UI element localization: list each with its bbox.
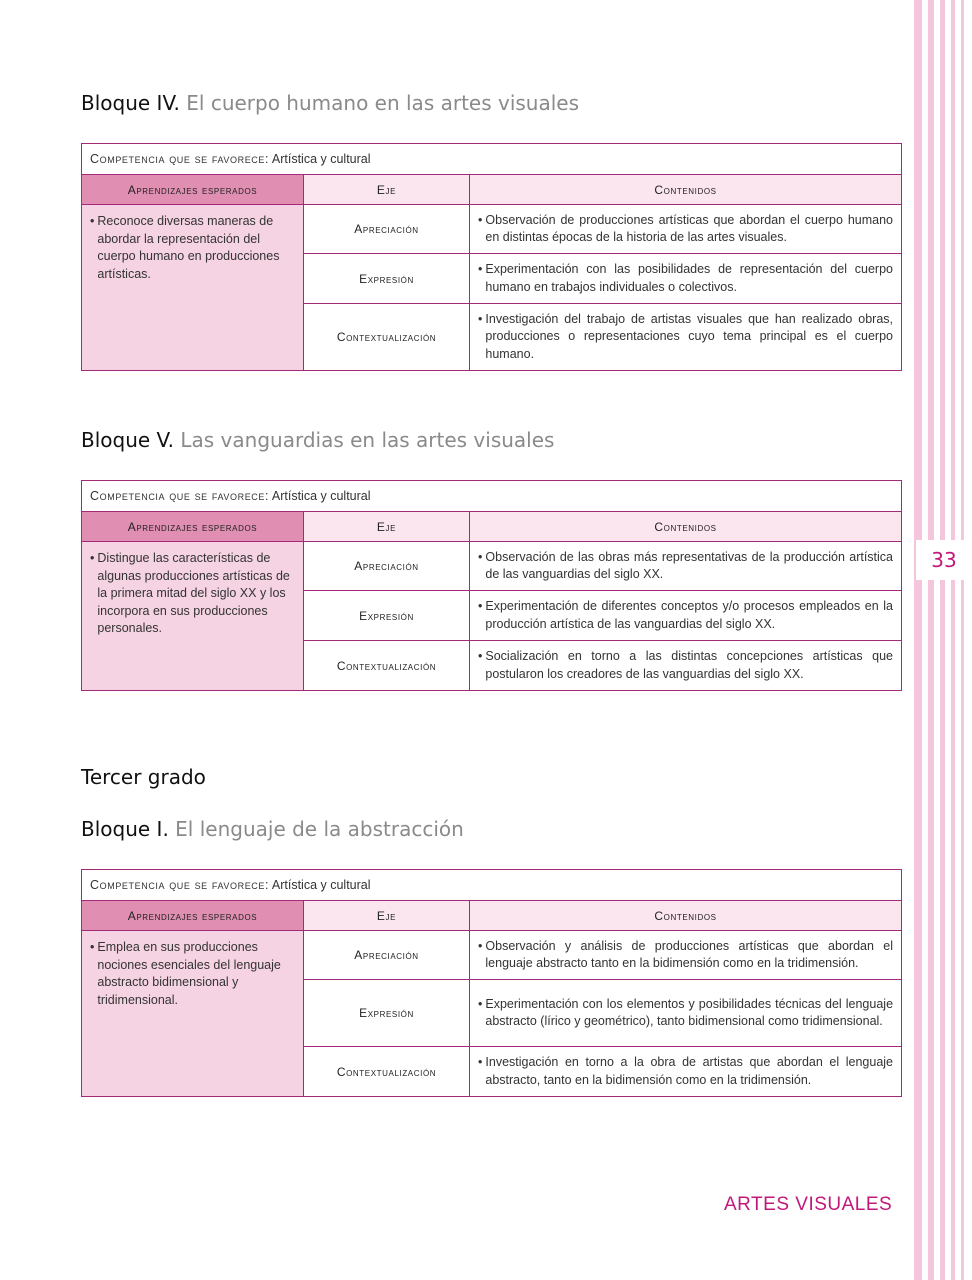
- header-contents: Contenidos: [470, 175, 902, 205]
- content-text: Observación y análisis de producciones artísticas que abordan el lenguaje abstracto tanto en la bidimensión como en la tridimensión.: [485, 938, 894, 970]
- axis-cell: Contextualización: [304, 304, 470, 371]
- block-title-sub: El lenguaje de la abstracción: [175, 817, 464, 841]
- block-title: [81, 428, 554, 452]
- content-text: Observación de producciones artísticas que abordan el cuerpo humano en distintas épocas de la historia de las artes visuales.: [485, 212, 894, 244]
- content-text: Experimentación con los elementos y posibilidades técnicas del lenguaje abstracto (lírico y geométrico), tanto bidimensional como tridimensional.: [485, 996, 894, 1028]
- content-text: Investigación del trabajo de artistas visuales que han realizado obras, producciones o representaciones cuyo tema principal es el cuerpo humano.: [485, 311, 894, 361]
- content-text: Socialización en torno a las distintas concepciones artísticas que postularon los creadores de las vanguardias del siglo XX.: [485, 649, 894, 681]
- block-title-lead: Bloque I.: [81, 817, 169, 841]
- header-axis: Eje: [304, 175, 470, 205]
- block-title-lead: Bloque V.: [81, 428, 175, 452]
- header-contents: Contenidos: [470, 901, 902, 931]
- learning-cell: • Emplea en sus producciones nociones esenciales del lenguaje abstracto bidimensional y tridimensional.: [82, 931, 304, 1097]
- competence-row: [82, 870, 902, 901]
- competence-value: Artística y cultural: [271, 152, 371, 166]
- content-text: Experimentación de diferentes conceptos y/o procesos empleados en la producción artística de las vanguardias del siglo XX.: [485, 599, 894, 631]
- decorative-stripes: [912, 0, 972, 1280]
- axis-cell: Apreciación: [304, 542, 470, 591]
- axis-cell: Contextualización: [304, 641, 470, 691]
- header-axis: Eje: [304, 512, 470, 542]
- axis-cell: Contextualización: [304, 1047, 470, 1097]
- axis-cell: Expresión: [304, 591, 470, 641]
- block-title: [81, 91, 579, 115]
- grade-title: Tercer grado: [81, 765, 206, 789]
- block-title-sub: El cuerpo humano en las artes visuales: [186, 91, 580, 115]
- competence-table: [81, 143, 902, 371]
- content-cell: • Experimentación de diferentes conceptos y/o procesos empleados en la producción artística de las vanguardias del siglo XX.: [470, 591, 902, 641]
- competence-table: [81, 869, 902, 1097]
- competence-label: Competencia que se favorece:: [90, 152, 270, 166]
- competence-row: [82, 481, 902, 512]
- content-cell: • Observación y análisis de producciones artísticas que abordan el lenguaje abstracto tanto en la bidimensión como en la tridimensión.: [470, 931, 902, 980]
- content-cell: • Experimentación con los elementos y posibilidades técnicas del lenguaje abstracto (lírico y geométrico), tanto bidimensional como tridimensional.: [470, 980, 902, 1047]
- axis-cell: Apreciación: [304, 205, 470, 254]
- page-number-box: [916, 540, 972, 580]
- header-learning: Aprendizajes esperados: [82, 512, 304, 542]
- footer-subject: ARTES VISUALES: [724, 1194, 893, 1215]
- competence-row: [82, 144, 902, 175]
- block-title-sub: Las vanguardias en las artes visuales: [180, 428, 555, 452]
- competence-value: Artística y cultural: [271, 878, 371, 892]
- learning-text: Emplea en sus producciones nociones esenciales del lenguaje abstracto bidimensional y tridimensional.: [97, 940, 281, 1007]
- content-text: Experimentación con las posibilidades de representación del cuerpo humano en trabajos individuales o colectivos.: [485, 262, 894, 294]
- content-cell: • Investigación del trabajo de artistas visuales que han realizado obras, producciones o representaciones cuyo tema principal es el cuerpo humano.: [470, 304, 902, 371]
- learning-cell: • Reconoce diversas maneras de abordar la representación del cuerpo humano en producciones artísticas.: [82, 205, 304, 371]
- content-cell: • Investigación en torno a la obra de artistas que abordan el lenguaje abstracto, tanto en la bidimensión como en la tridimensión.: [470, 1047, 902, 1097]
- content-cell: • Socialización en torno a las distintas concepciones artísticas que postularon los creadores de las vanguardias del siglo XX.: [470, 641, 902, 691]
- competence-value: Artística y cultural: [271, 489, 371, 503]
- content-cell: • Experimentación con las posibilidades de representación del cuerpo humano en trabajos individuales o colectivos.: [470, 254, 902, 304]
- axis-cell: Expresión: [304, 980, 470, 1047]
- header-contents: Contenidos: [470, 512, 902, 542]
- header-learning: Aprendizajes esperados: [82, 901, 304, 931]
- learning-text: Distingue las características de algunas producciones artísticas de la primera mitad del siglo XX y los incorpora en sus producciones personales.: [97, 551, 290, 635]
- header-axis: Eje: [304, 901, 470, 931]
- content-cell: • Observación de producciones artísticas que abordan el cuerpo humano en distintas épocas de la historia de las artes visuales.: [470, 205, 902, 254]
- content-text: Observación de las obras más representativas de la producción artística de las vanguardias del siglo XX.: [485, 549, 894, 581]
- axis-cell: Apreciación: [304, 931, 470, 980]
- block-title-lead: Bloque IV.: [81, 91, 180, 115]
- axis-cell: Expresión: [304, 254, 470, 304]
- learning-text: Reconoce diversas maneras de abordar la representación del cuerpo humano en producciones artísticas.: [97, 214, 280, 281]
- header-learning: Aprendizajes esperados: [82, 175, 304, 205]
- learning-cell: • Distingue las características de algunas producciones artísticas de la primera mitad del siglo XX y los incorpora en sus producciones personales.: [82, 542, 304, 691]
- content-cell: • Observación de las obras más representativas de la producción artística de las vanguardias del siglo XX.: [470, 542, 902, 591]
- competence-label: Competencia que se favorece:: [90, 489, 270, 503]
- content-text: Investigación en torno a la obra de artistas que abordan el lenguaje abstracto, tanto en la bidimensión como en la tridimensión.: [485, 1055, 894, 1087]
- competence-label: Competencia que se favorece:: [90, 878, 270, 892]
- page-number: 33: [931, 548, 957, 572]
- competence-table: [81, 480, 902, 691]
- block-title: [81, 817, 464, 841]
